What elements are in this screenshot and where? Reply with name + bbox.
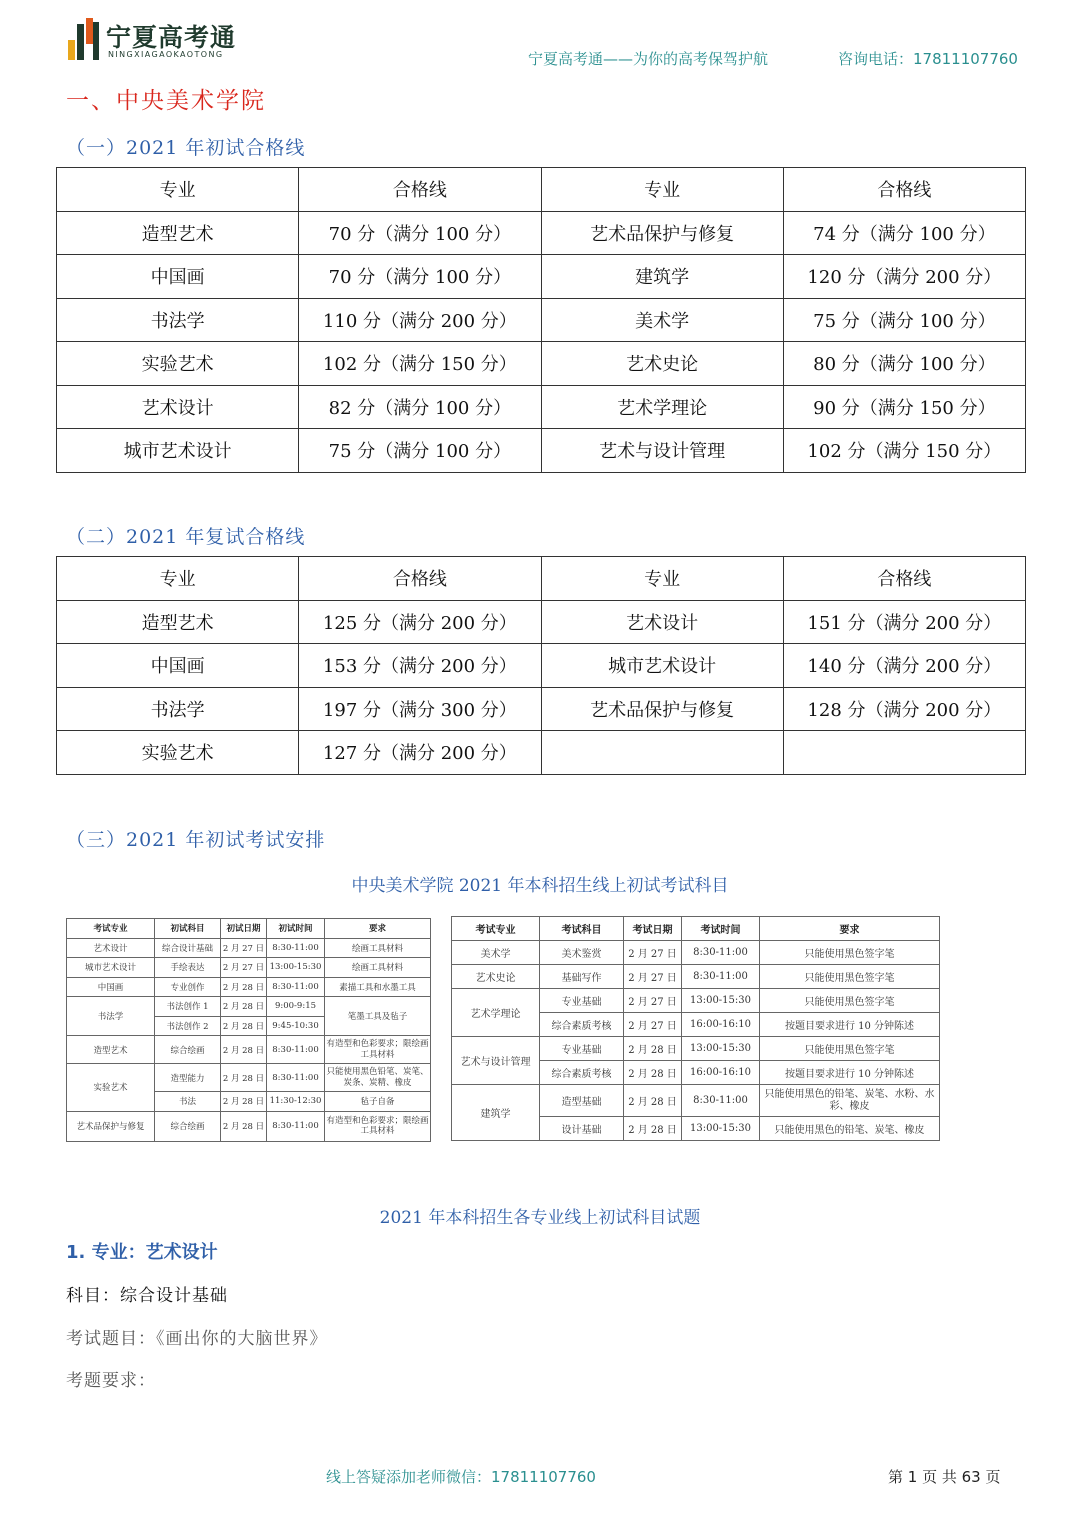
table1-heading: （一）2021 年初试合格线 <box>66 137 306 159</box>
table-cell: 16:00-16:10 <box>682 1013 760 1037</box>
header-cell: 合格线 <box>783 168 1025 212</box>
header-cell: 考试日期 <box>624 917 682 941</box>
table-header-row <box>57 168 1026 212</box>
table-row <box>452 941 940 965</box>
table-cell: 2 月 27 日 <box>624 965 682 989</box>
table-cell: 绘画工具材料 <box>325 958 431 978</box>
table-cell: 实验艺术 <box>57 342 299 386</box>
logo-subtitle: NINGXIAGAOKAOTONG <box>108 50 224 59</box>
table-cell: 造型艺术 <box>67 1036 155 1064</box>
table-cell: 2 月 27 日 <box>221 958 267 978</box>
schedule-table-left <box>66 918 431 1142</box>
header-cell: 初试科目 <box>155 919 221 939</box>
table-cell: 城市艺术设计 <box>541 644 783 688</box>
table-cell: 70 分（满分 100 分） <box>299 255 541 299</box>
retest-score-table <box>56 556 1026 775</box>
header-cell: 考试专业 <box>452 917 540 941</box>
table-cell: 13:00-15:30 <box>682 1037 760 1061</box>
table-cell: 197 分（满分 300 分） <box>299 687 541 731</box>
header-cell: 专业 <box>541 168 783 212</box>
table-row <box>57 600 1026 644</box>
table-cell: 实验艺术 <box>57 731 299 775</box>
table-cell: 艺术学理论 <box>541 385 783 429</box>
table-cell: 艺术设计 <box>57 385 299 429</box>
table-cell: 8:30-11:00 <box>267 1036 325 1064</box>
table-cell: 2 月 28 日 <box>624 1061 682 1085</box>
table-cell: 2 月 28 日 <box>221 1111 267 1141</box>
table-cell: 2 月 27 日 <box>624 941 682 965</box>
table-header-row <box>452 917 940 941</box>
table-cell: 综合素质考核 <box>540 1013 624 1037</box>
table-cell: 基础写作 <box>540 965 624 989</box>
table-cell: 按题目要求进行 10 分钟陈述 <box>760 1061 940 1085</box>
table-cell: 绘画工具材料 <box>325 938 431 958</box>
table-cell: 16:00-16:10 <box>682 1061 760 1085</box>
table-row <box>67 958 431 978</box>
table-cell: 造型能力 <box>155 1064 221 1092</box>
table-row <box>67 997 431 1017</box>
table-cell: 综合绘画 <box>155 1111 221 1141</box>
table-cell: 书法学 <box>67 997 155 1036</box>
table-cell: 艺术学理论 <box>452 989 540 1037</box>
table-cell: 艺术设计 <box>541 600 783 644</box>
table-cell: 2 月 28 日 <box>624 1037 682 1061</box>
page-number: 第 1 页 共 63 页 <box>888 1468 1001 1486</box>
table-cell: 有造型和色彩要求；限绘画工具材料 <box>325 1036 431 1064</box>
table-cell: 2 月 28 日 <box>624 1085 682 1117</box>
brand-logo <box>66 16 246 64</box>
header-cell: 考试科目 <box>540 917 624 941</box>
table-cell: 只能使用黑色签字笔 <box>760 1037 940 1061</box>
table-cell: 13:00-15:30 <box>267 958 325 978</box>
table-cell: 8:30-11:00 <box>267 977 325 997</box>
table-cell: 只能使用黑色签字笔 <box>760 941 940 965</box>
header-cell: 合格线 <box>299 168 541 212</box>
table-row <box>57 211 1026 255</box>
table-cell: 2 月 27 日 <box>221 938 267 958</box>
table-cell: 有造型和色彩要求；限绘画工具材料 <box>325 1111 431 1141</box>
table-row <box>57 342 1026 386</box>
table-cell: 书法创作 2 <box>155 1016 221 1036</box>
table-row <box>452 989 940 1013</box>
table-cell: 造型艺术 <box>57 600 299 644</box>
header-cell: 要求 <box>760 917 940 941</box>
table-row <box>57 687 1026 731</box>
table-cell: 中国画 <box>57 644 299 688</box>
table-cell: 2 月 28 日 <box>221 1064 267 1092</box>
table-row <box>57 731 1026 775</box>
table-cell: 只能使用黑色铅笔、炭笔、炭条、炭精、橡皮 <box>325 1064 431 1092</box>
initial-score-table <box>56 167 1026 473</box>
table-cell: 2 月 27 日 <box>624 989 682 1013</box>
table-cell: 2 月 27 日 <box>624 1013 682 1037</box>
subject-line: 科目：综合设计基础 <box>66 1286 228 1306</box>
table-cell: 8:30-11:00 <box>267 1064 325 1092</box>
table-row <box>67 977 431 997</box>
table-row <box>67 938 431 958</box>
table-cell: 151 分（满分 200 分） <box>783 600 1025 644</box>
table-cell: 125 分（满分 200 分） <box>299 600 541 644</box>
table-row <box>67 1036 431 1064</box>
table-cell: 艺术史论 <box>541 342 783 386</box>
table-cell: 102 分（满分 150 分） <box>299 342 541 386</box>
table-cell: 实验艺术 <box>67 1064 155 1112</box>
logo-title: 宁夏高考通 <box>106 23 237 52</box>
table-cell: 艺术品保护与修复 <box>67 1111 155 1141</box>
table-cell: 110 分（满分 200 分） <box>299 298 541 342</box>
header-cell: 专业 <box>57 168 299 212</box>
table-row <box>452 965 940 989</box>
table-cell: 只能使用黑色签字笔 <box>760 965 940 989</box>
table-cell: 只能使用黑色的铅笔、炭笔、水粉、水彩、橡皮 <box>760 1085 940 1117</box>
header-cell: 初试时间 <box>267 919 325 939</box>
table2-heading: （二）2021 年复试合格线 <box>66 526 306 548</box>
table-cell: 153 分（满分 200 分） <box>299 644 541 688</box>
table-cell: 笔墨工具及毡子 <box>325 997 431 1036</box>
header-slogan: 宁夏高考通——为你的高考保驾护航 <box>528 50 769 68</box>
table-cell: 造型艺术 <box>57 211 299 255</box>
header-cell: 要求 <box>325 919 431 939</box>
table-cell: 素描工具和水墨工具 <box>325 977 431 997</box>
table-cell: 2 月 28 日 <box>624 1117 682 1141</box>
table-cell: 140 分（满分 200 分） <box>783 644 1025 688</box>
table-cell: 中国画 <box>57 255 299 299</box>
requirement-line: 考题要求： <box>66 1371 156 1391</box>
header-cell: 专业 <box>57 557 299 601</box>
table-cell: 102 分（满分 150 分） <box>783 429 1025 473</box>
header-cell: 考试专业 <box>67 919 155 939</box>
table-cell: 书法学 <box>57 298 299 342</box>
header-cell: 考试时间 <box>682 917 760 941</box>
table-cell: 书法学 <box>57 687 299 731</box>
table-cell: 建筑学 <box>452 1085 540 1141</box>
schedule-caption: 中央美术学院 2021 年本科招生线上初试考试科目 <box>351 876 729 896</box>
table-cell: 8:30-11:00 <box>267 1111 325 1141</box>
table-row <box>452 1037 940 1061</box>
table-cell: 13:00-15:30 <box>682 989 760 1013</box>
table-cell: 城市艺术设计 <box>57 429 299 473</box>
table-cell: 2 月 28 日 <box>221 997 267 1017</box>
table-cell: 120 分（满分 200 分） <box>783 255 1025 299</box>
table-row <box>57 385 1026 429</box>
major-label: 1. 专业：艺术设计 <box>66 1242 218 1263</box>
table-cell: 8:30-11:00 <box>682 941 760 965</box>
table-cell: 艺术品保护与修复 <box>541 687 783 731</box>
table-cell: 艺术与设计管理 <box>541 429 783 473</box>
table-cell: 中国画 <box>67 977 155 997</box>
topic-line: 考试题目：《画出你的大脑世界》 <box>66 1329 328 1349</box>
table-cell: 75 分（满分 100 分） <box>299 429 541 473</box>
table-cell: 艺术史论 <box>452 965 540 989</box>
table-cell: 只能使用黑色的铅笔、炭笔、橡皮 <box>760 1117 940 1141</box>
table-cell: 8:30-11:00 <box>682 965 760 989</box>
table-cell: 9:45-10:30 <box>267 1016 325 1036</box>
questions-title: 2021 年本科招生各专业线上初试科目试题 <box>379 1208 701 1228</box>
table-cell: 2 月 28 日 <box>221 1036 267 1064</box>
schedule-table-right <box>451 916 940 1141</box>
table-cell: 74 分（满分 100 分） <box>783 211 1025 255</box>
table-cell: 2 月 28 日 <box>221 1016 267 1036</box>
table-cell: 艺术设计 <box>67 938 155 958</box>
table-cell: 90 分（满分 150 分） <box>783 385 1025 429</box>
table-header-row <box>67 919 431 939</box>
header-cell: 合格线 <box>783 557 1025 601</box>
table-cell: 2 月 28 日 <box>221 977 267 997</box>
table-cell: 11:30-12:30 <box>267 1092 325 1112</box>
table-cell: 专业基础 <box>540 989 624 1013</box>
table-cell: 艺术与设计管理 <box>452 1037 540 1085</box>
table-cell: 建筑学 <box>541 255 783 299</box>
table-cell: 城市艺术设计 <box>67 958 155 978</box>
footer-wechat: 线上答疑添加老师微信：17811107760 <box>326 1468 596 1486</box>
table-cell: 手绘表达 <box>155 958 221 978</box>
schedule-heading: （三）2021 年初试考试安排 <box>66 829 326 851</box>
table-cell: 美术学 <box>452 941 540 965</box>
table-cell: 75 分（满分 100 分） <box>783 298 1025 342</box>
table-header-row <box>57 557 1026 601</box>
table-cell: 2 月 28 日 <box>221 1092 267 1112</box>
table-row <box>57 644 1026 688</box>
table-cell: 综合设计基础 <box>155 938 221 958</box>
logo-icon <box>66 18 102 60</box>
table-row <box>67 1111 431 1141</box>
table-cell: 8:30-11:00 <box>682 1085 760 1117</box>
table-cell: 艺术品保护与修复 <box>541 211 783 255</box>
header-cell: 合格线 <box>299 557 541 601</box>
table-row <box>57 298 1026 342</box>
table-cell: 书法创作 1 <box>155 997 221 1017</box>
table-cell <box>783 731 1025 775</box>
table-cell: 8:30-11:00 <box>267 938 325 958</box>
table-cell: 128 分（满分 200 分） <box>783 687 1025 731</box>
table-row <box>57 255 1026 299</box>
table-cell: 综合素质考核 <box>540 1061 624 1085</box>
header-phone: 咨询电话：17811107760 <box>838 50 1018 68</box>
table-cell: 设计基础 <box>540 1117 624 1141</box>
table-cell: 毡子自备 <box>325 1092 431 1112</box>
table-cell: 专业创作 <box>155 977 221 997</box>
table-cell: 127 分（满分 200 分） <box>299 731 541 775</box>
table-cell: 造型基础 <box>540 1085 624 1117</box>
table-row <box>67 1064 431 1092</box>
section-title: 一、中央美术学院 <box>66 88 266 114</box>
table-cell <box>541 731 783 775</box>
table-cell: 70 分（满分 100 分） <box>299 211 541 255</box>
header-cell: 初试日期 <box>221 919 267 939</box>
table-cell: 82 分（满分 100 分） <box>299 385 541 429</box>
table-cell: 13:00-15:30 <box>682 1117 760 1141</box>
table-cell: 综合绘画 <box>155 1036 221 1064</box>
table-cell: 专业基础 <box>540 1037 624 1061</box>
table-row <box>57 429 1026 473</box>
table-cell: 美术鉴赏 <box>540 941 624 965</box>
table-cell: 80 分（满分 100 分） <box>783 342 1025 386</box>
table-cell: 书法 <box>155 1092 221 1112</box>
table-cell: 美术学 <box>541 298 783 342</box>
table-cell: 按题目要求进行 10 分钟陈述 <box>760 1013 940 1037</box>
header-cell: 专业 <box>541 557 783 601</box>
table-row <box>452 1085 940 1117</box>
table-cell: 9:00-9:15 <box>267 997 325 1017</box>
table-cell: 只能使用黑色签字笔 <box>760 989 940 1013</box>
